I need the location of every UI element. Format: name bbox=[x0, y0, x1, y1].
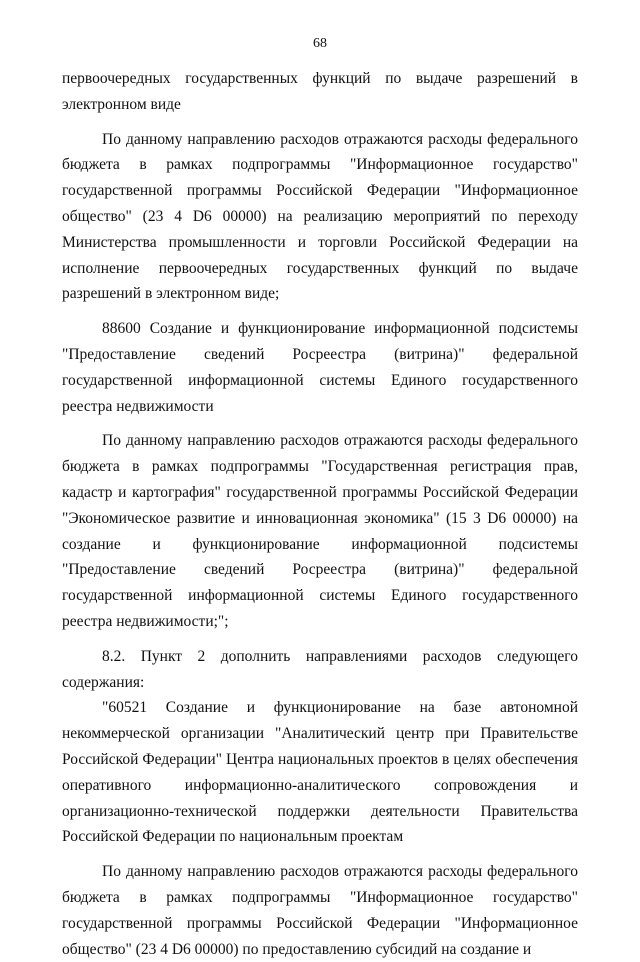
paragraph-continuation: первоочередных государственных функций по выдаче разрешений в электронном виде bbox=[62, 70, 578, 113]
paragraph-clause-8-2: 8.2. Пункт 2 дополнить направлениями расходов следующего содержания: bbox=[62, 647, 578, 691]
paragraph-expense-description-3: По данному направлению расходов отражаются расходы федерального бюджета в рамках подпрограммы "Информационное государство" государственной программы Российской Федерации "Информационное общество" (23 4 D6 00000) по предоставлению субсидий на создание и bbox=[62, 863, 578, 958]
page-number: 68 bbox=[313, 36, 327, 51]
document-body bbox=[62, 66, 578, 962]
paragraph-expense-code-60521: "60521 Создание и функционирование на базе автономной некоммерческой организации "Аналитический центр при Правительстве Российской Федерации" Центра национальных проектов в целях обеспечения оперативного информационно-аналитического сопровождения и организационно-технической поддержки деятельности Правительства Российской Федерации по национальным проектам bbox=[62, 699, 578, 846]
paragraph-expense-description-2: По данному направлению расходов отражаются расходы федерального бюджета в рамках подпрограммы "Государственная регистрация прав, кадастр и картография" государственной программы Российской Федерации "Экономическое развитие и инновационная экономика" (15 3 D6 00000) на создание и функционирование информационной подсистемы "Предоставление сведений Росреестра (витрина)" федеральной государственной информационной системы Единого государственного реестра недвижимости;"; bbox=[62, 432, 578, 630]
paragraph-expense-code-88600: 88600 Создание и функционирование информационной подсистемы "Предоставление сведений Росреестра (витрина)" федеральной государственной информационной системы Единого государственного реестра недвижимости bbox=[62, 320, 578, 415]
paragraph-expense-description-1: По данному направлению расходов отражаются расходы федерального бюджета в рамках подпрограммы "Информационное государство" государственной программы Российской Федерации "Информационное общество" (23 4 D6 00000) на реализацию мероприятий по переходу Министерства промышленности и торговли Российской Федерации на исполнение первоочередных государственных функций по выдаче разрешений в электронном виде; bbox=[62, 130, 578, 303]
